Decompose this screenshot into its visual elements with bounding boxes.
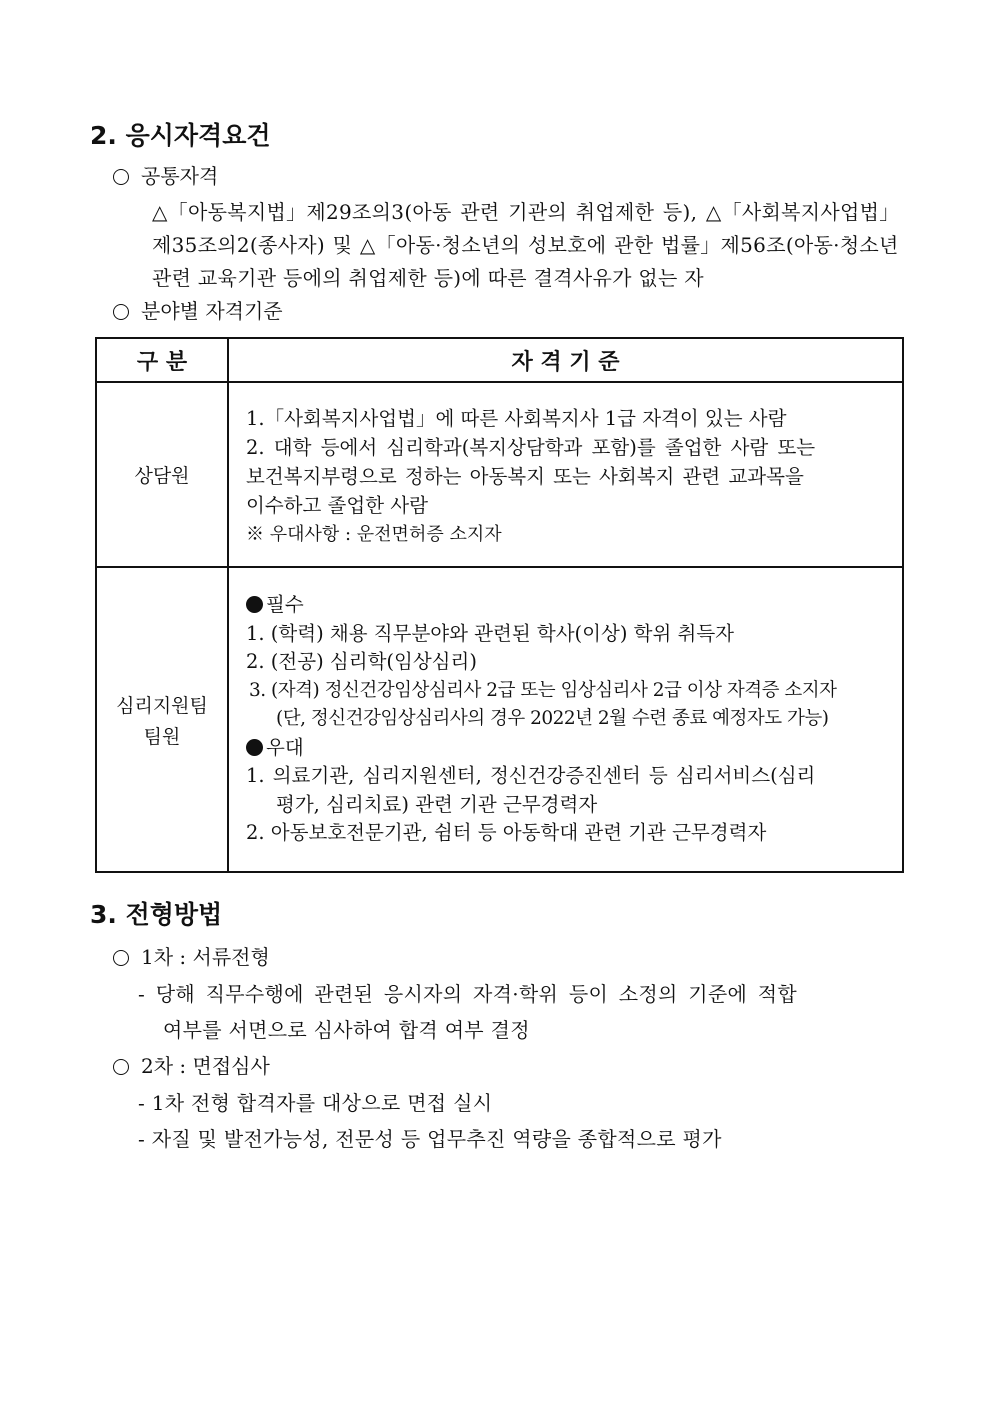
circle-bullet-icon [113, 950, 129, 966]
row-counselor-label: 상담원 [96, 382, 228, 567]
table-row [96, 382, 903, 567]
common-line-1: △「아동복지법」제29조의3(아동 관련 기관의 취업제한 등), △「사회복지사업법」 [152, 200, 900, 224]
field-qualification-label: 분야별 자격기준 [141, 299, 283, 323]
required-line-2: 2. (전공) 심리학(임상심리) [246, 650, 477, 674]
row-psych-team-criteria [228, 567, 903, 872]
preferred-line-2: 평가, 심리치료) 관련 기관 근무경력자 [276, 792, 598, 816]
required-label: 필수 [266, 593, 304, 617]
field-qualification-heading [113, 295, 283, 324]
required-line-3: 3. (자격) 정신건강임상심리사 2급 또는 임상심리사 2급 이상 자격증 소지자 [249, 679, 837, 701]
table-header-row [96, 338, 903, 382]
stage1-label: 1차 : 서류전형 [141, 945, 270, 969]
psych-team-label-line-1: 심리지원팀 [116, 694, 208, 717]
counselor-preference-note: ※ 우대사항 : 운전면허증 소지자 [246, 524, 502, 545]
counselor-line-1: 1.「사회복지사업법」에 따른 사회복지사 1급 자격이 있는 사람 [246, 407, 787, 430]
stage1-line-1: - 당해 직무수행에 관련된 응시자의 자격·학위 등이 소정의 기준에 적합 [138, 982, 797, 1006]
required-line-1: 1. (학력) 채용 직무분야와 관련된 학사(이상) 학위 취득자 [246, 621, 735, 645]
preferred-line-1: 1. 의료기관, 심리지원센터, 정신건강증진센터 등 심리서비스(심리 [246, 764, 816, 788]
header-category: 구 분 [96, 338, 228, 382]
common-line-2: 제35조의2(종사자) 및 △「아동·청소년의 성보호에 관한 법률」제56조(아동·청소년 [152, 233, 899, 257]
common-qualification-label: 공통자격 [141, 164, 219, 188]
common-qualification-heading [113, 160, 218, 189]
required-line-4: (단, 정신건강임상심리사의 경우 2022년 2월 수련 종료 예정자도 가능) [276, 708, 829, 730]
counselor-line-4: 이수하고 졸업한 사람 [246, 494, 428, 517]
section-3-title: 3. 전형방법 [90, 900, 223, 929]
preferred-label: 우대 [266, 735, 304, 759]
required-heading [246, 591, 890, 620]
row-counselor-criteria [228, 382, 903, 567]
row-psych-team-label [96, 567, 228, 872]
table-row [96, 567, 903, 872]
circle-bullet-icon [113, 1059, 129, 1075]
preferred-line-3: 2. 아동보호전문기관, 쉼터 등 아동학대 관련 기관 근무경력자 [246, 821, 767, 845]
circle-bullet-icon [113, 169, 129, 185]
qualification-table [95, 337, 904, 873]
counselor-line-3: 보건복지부령으로 정하는 아동복지 또는 사회복지 관련 교과목을 [246, 465, 804, 488]
psych-team-label-line-2: 팀원 [143, 725, 181, 748]
common-line-3: 관련 교육기관 등에의 취업제한 등)에 따른 결격사유가 없는 자 [152, 266, 704, 290]
filled-circle-bullet-icon [246, 596, 263, 613]
preferred-heading [246, 734, 890, 763]
stage2-heading [113, 1050, 270, 1079]
stage2-line-2: - 자질 및 발전가능성, 전문성 등 업무추진 역량을 종합적으로 평가 [138, 1127, 722, 1151]
stage1-heading [113, 941, 270, 970]
circle-bullet-icon [113, 304, 129, 320]
counselor-line-2: 2. 대학 등에서 심리학과(복지상담학과 포함)를 졸업한 사람 또는 [246, 436, 816, 459]
header-criteria: 자 격 기 준 [228, 338, 903, 382]
stage2-line-1: - 1차 전형 합격자를 대상으로 면접 실시 [138, 1091, 493, 1115]
filled-circle-bullet-icon [246, 739, 263, 756]
stage2-label: 2차 : 면접심사 [141, 1054, 270, 1078]
stage1-line-2: 여부를 서면으로 심사하여 합격 여부 결정 [163, 1018, 530, 1042]
section-2-title: 2. 응시자격요건 [90, 121, 271, 150]
